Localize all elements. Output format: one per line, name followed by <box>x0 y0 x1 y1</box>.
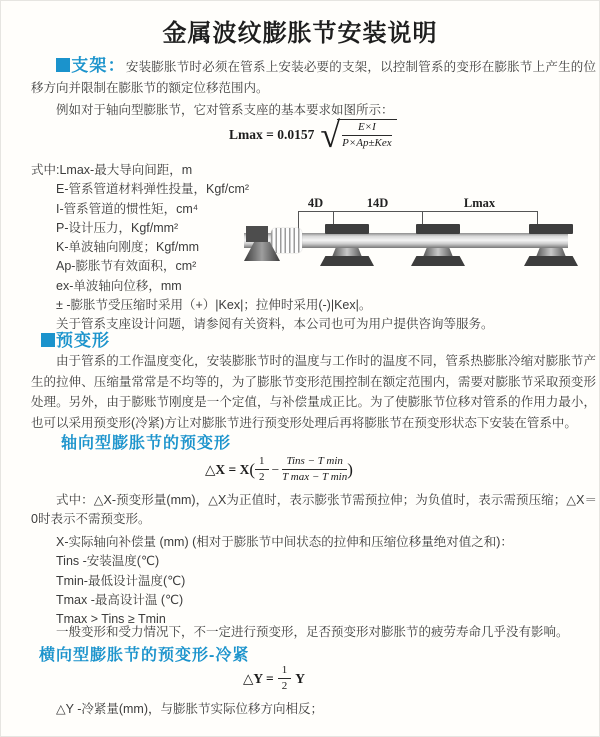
section-bullet-icon <box>56 58 70 72</box>
guide-saddle <box>423 248 453 257</box>
list-item: X-实际轴向补偿量 (mm) (相对于膨胀节中间状态的拉伸和压缩位移量绝对值之和)： <box>56 535 513 549</box>
support-section-heading: 支架： <box>71 56 126 75</box>
guide-clamp <box>325 224 369 234</box>
guide-support-icon <box>524 224 578 267</box>
radical-content <box>337 119 397 150</box>
support-paragraph <box>31 55 596 99</box>
axial-formula-note: 式中：△X-预变形量(mm)，△X为正值时，表示膨张节需预拉伸；为负值时，表示需预压缩；△X＝0时表示不需预变形。 <box>31 493 597 527</box>
list-item: ± -膨胀节受压缩时采用（+）|Kex|；拉伸时采用(-)|Kex|。 <box>56 298 372 313</box>
axial-remark-line: 一般变形和受力情况下，不一定进行预变形，足否预变形对膨胀节的疲劳寿命几乎没有影响。 <box>56 625 569 639</box>
dimension-label-4d: 4D <box>307 196 324 210</box>
dimension-line <box>298 211 538 212</box>
formula-lhs: △X = X <box>205 461 250 477</box>
lateral-predeform-formula <box>243 664 305 693</box>
support-example-line: 例如对于轴向型膨胀节，它对管系支座的基本要求如图所示： <box>56 103 394 117</box>
lateral-formula-note: △Y -冷紧量(mm)，与膨胀节实际位移方向相反； <box>56 702 324 716</box>
fraction-numerator: 1 <box>278 664 292 679</box>
list-item: 关于管系支座设计问题，请参阅有关资料，本公司也可为用户提供咨询等服务。 <box>56 317 494 332</box>
dimension-tick <box>537 211 538 225</box>
fraction-denominator: 2 <box>259 471 265 483</box>
fraction-denominator: 2 <box>281 680 288 692</box>
support-intro-text: 安装膨胀节时必须在管系上安装必要的支架，以控制管系的变形在膨胀节上产生的位移方向并限制在膨胀节的额定位移范围内。 <box>31 60 596 95</box>
list-item: P-设计压力，Kgf/mm² <box>56 220 179 235</box>
guide-clamp <box>416 224 460 234</box>
dimension-tick <box>333 211 334 225</box>
guide-saddle <box>536 248 566 257</box>
lmax-formula <box>229 114 397 155</box>
predeform-section-heading <box>41 326 110 351</box>
fraction-temperature <box>282 455 347 484</box>
radical-sign: √ <box>320 114 341 155</box>
lateral-subsection-heading: 横向型膨胀节的预变形-冷紧 <box>39 647 250 664</box>
formula-lhs: Lmax = 0.0157 <box>229 126 315 142</box>
open-paren: ( <box>249 459 255 479</box>
predeform-heading-label: 预变形 <box>56 331 110 350</box>
formula-rhs: Y <box>295 670 305 686</box>
minus-operator: − <box>271 461 280 477</box>
list-item: Tmin-最低设计温度(℃) <box>56 573 186 588</box>
dimension-label-14d: 14D <box>366 196 389 210</box>
list-item: I-管系管道的惯性矩，cm⁴ <box>56 201 199 216</box>
guide-base <box>524 256 578 266</box>
radical-expression <box>320 114 396 155</box>
guide-support-icon <box>411 224 465 267</box>
list-item: ex-单波轴向位移，mm <box>56 278 182 293</box>
axial-subsection-heading: 轴向型膨胀节的预变形 <box>61 435 232 452</box>
predeform-paragraph: 由于管系的工作温度变化，安装膨胀节时的温度与工作时的温度不同，管系热膨胀冷缩对膨胀节产生的拉伸、压缩量常常是不均等的，为了膨胀节变形范围控制在额定范围内，需要对膨胀节采取预变形处理。另外，由于膨账节刚度是一个定值，与补偿量成正比。为了使膨胀节位移对管系的作用力最小，也可以采用预变形(冷紧)方让对膨胀节进行预变形处理后再将膨胀节在预变形状态下安装在管系中。 <box>31 354 596 431</box>
fraction-denominator: P×Ap±Kex <box>342 137 392 149</box>
formula-lhs: △Y = <box>243 670 274 686</box>
close-paren: ) <box>347 459 353 479</box>
section-bullet-icon <box>41 333 55 347</box>
guide-support-icon <box>320 224 374 267</box>
dimension-label-lmax: Lmax <box>463 196 496 210</box>
guide-base <box>411 256 465 266</box>
list-item: 式中:Lmax-最大导向间距，m <box>31 163 193 177</box>
fraction-denominator: T max − T min <box>282 471 348 483</box>
guide-base <box>320 256 374 266</box>
list-item: Tmax -最高设计温 (℃) <box>56 592 184 607</box>
axial-predeform-formula <box>205 455 353 484</box>
list-item: K-单波轴向刚度；Kgf/mm <box>56 240 200 255</box>
page-title: 金属波纹膨胀节安装说明 <box>162 20 438 47</box>
fraction-half <box>255 455 269 484</box>
guide-saddle <box>332 248 362 257</box>
fraction <box>342 121 392 150</box>
list-item: Tmax > Tins ≥ Tmin <box>56 612 166 627</box>
pipe-support-diagram <box>244 197 574 279</box>
fraction-numerator: Tins − T min <box>282 455 347 470</box>
anchor-support-icon <box>246 226 268 242</box>
fraction-numerator: 1 <box>255 455 269 470</box>
fraction-half <box>278 664 292 693</box>
axial-definitions-list <box>56 533 513 629</box>
list-item: E-管系管道材料弹性投量，Kgf/cm² <box>56 182 250 197</box>
bellows-icon <box>271 228 302 253</box>
fraction-numerator: E×I <box>342 121 392 136</box>
guide-clamp <box>529 224 573 234</box>
list-item: Ap-膨胀节有效面积，cm² <box>56 259 197 274</box>
list-item: Tins -安装温度(℃) <box>56 554 160 569</box>
dimension-tick <box>422 211 423 225</box>
